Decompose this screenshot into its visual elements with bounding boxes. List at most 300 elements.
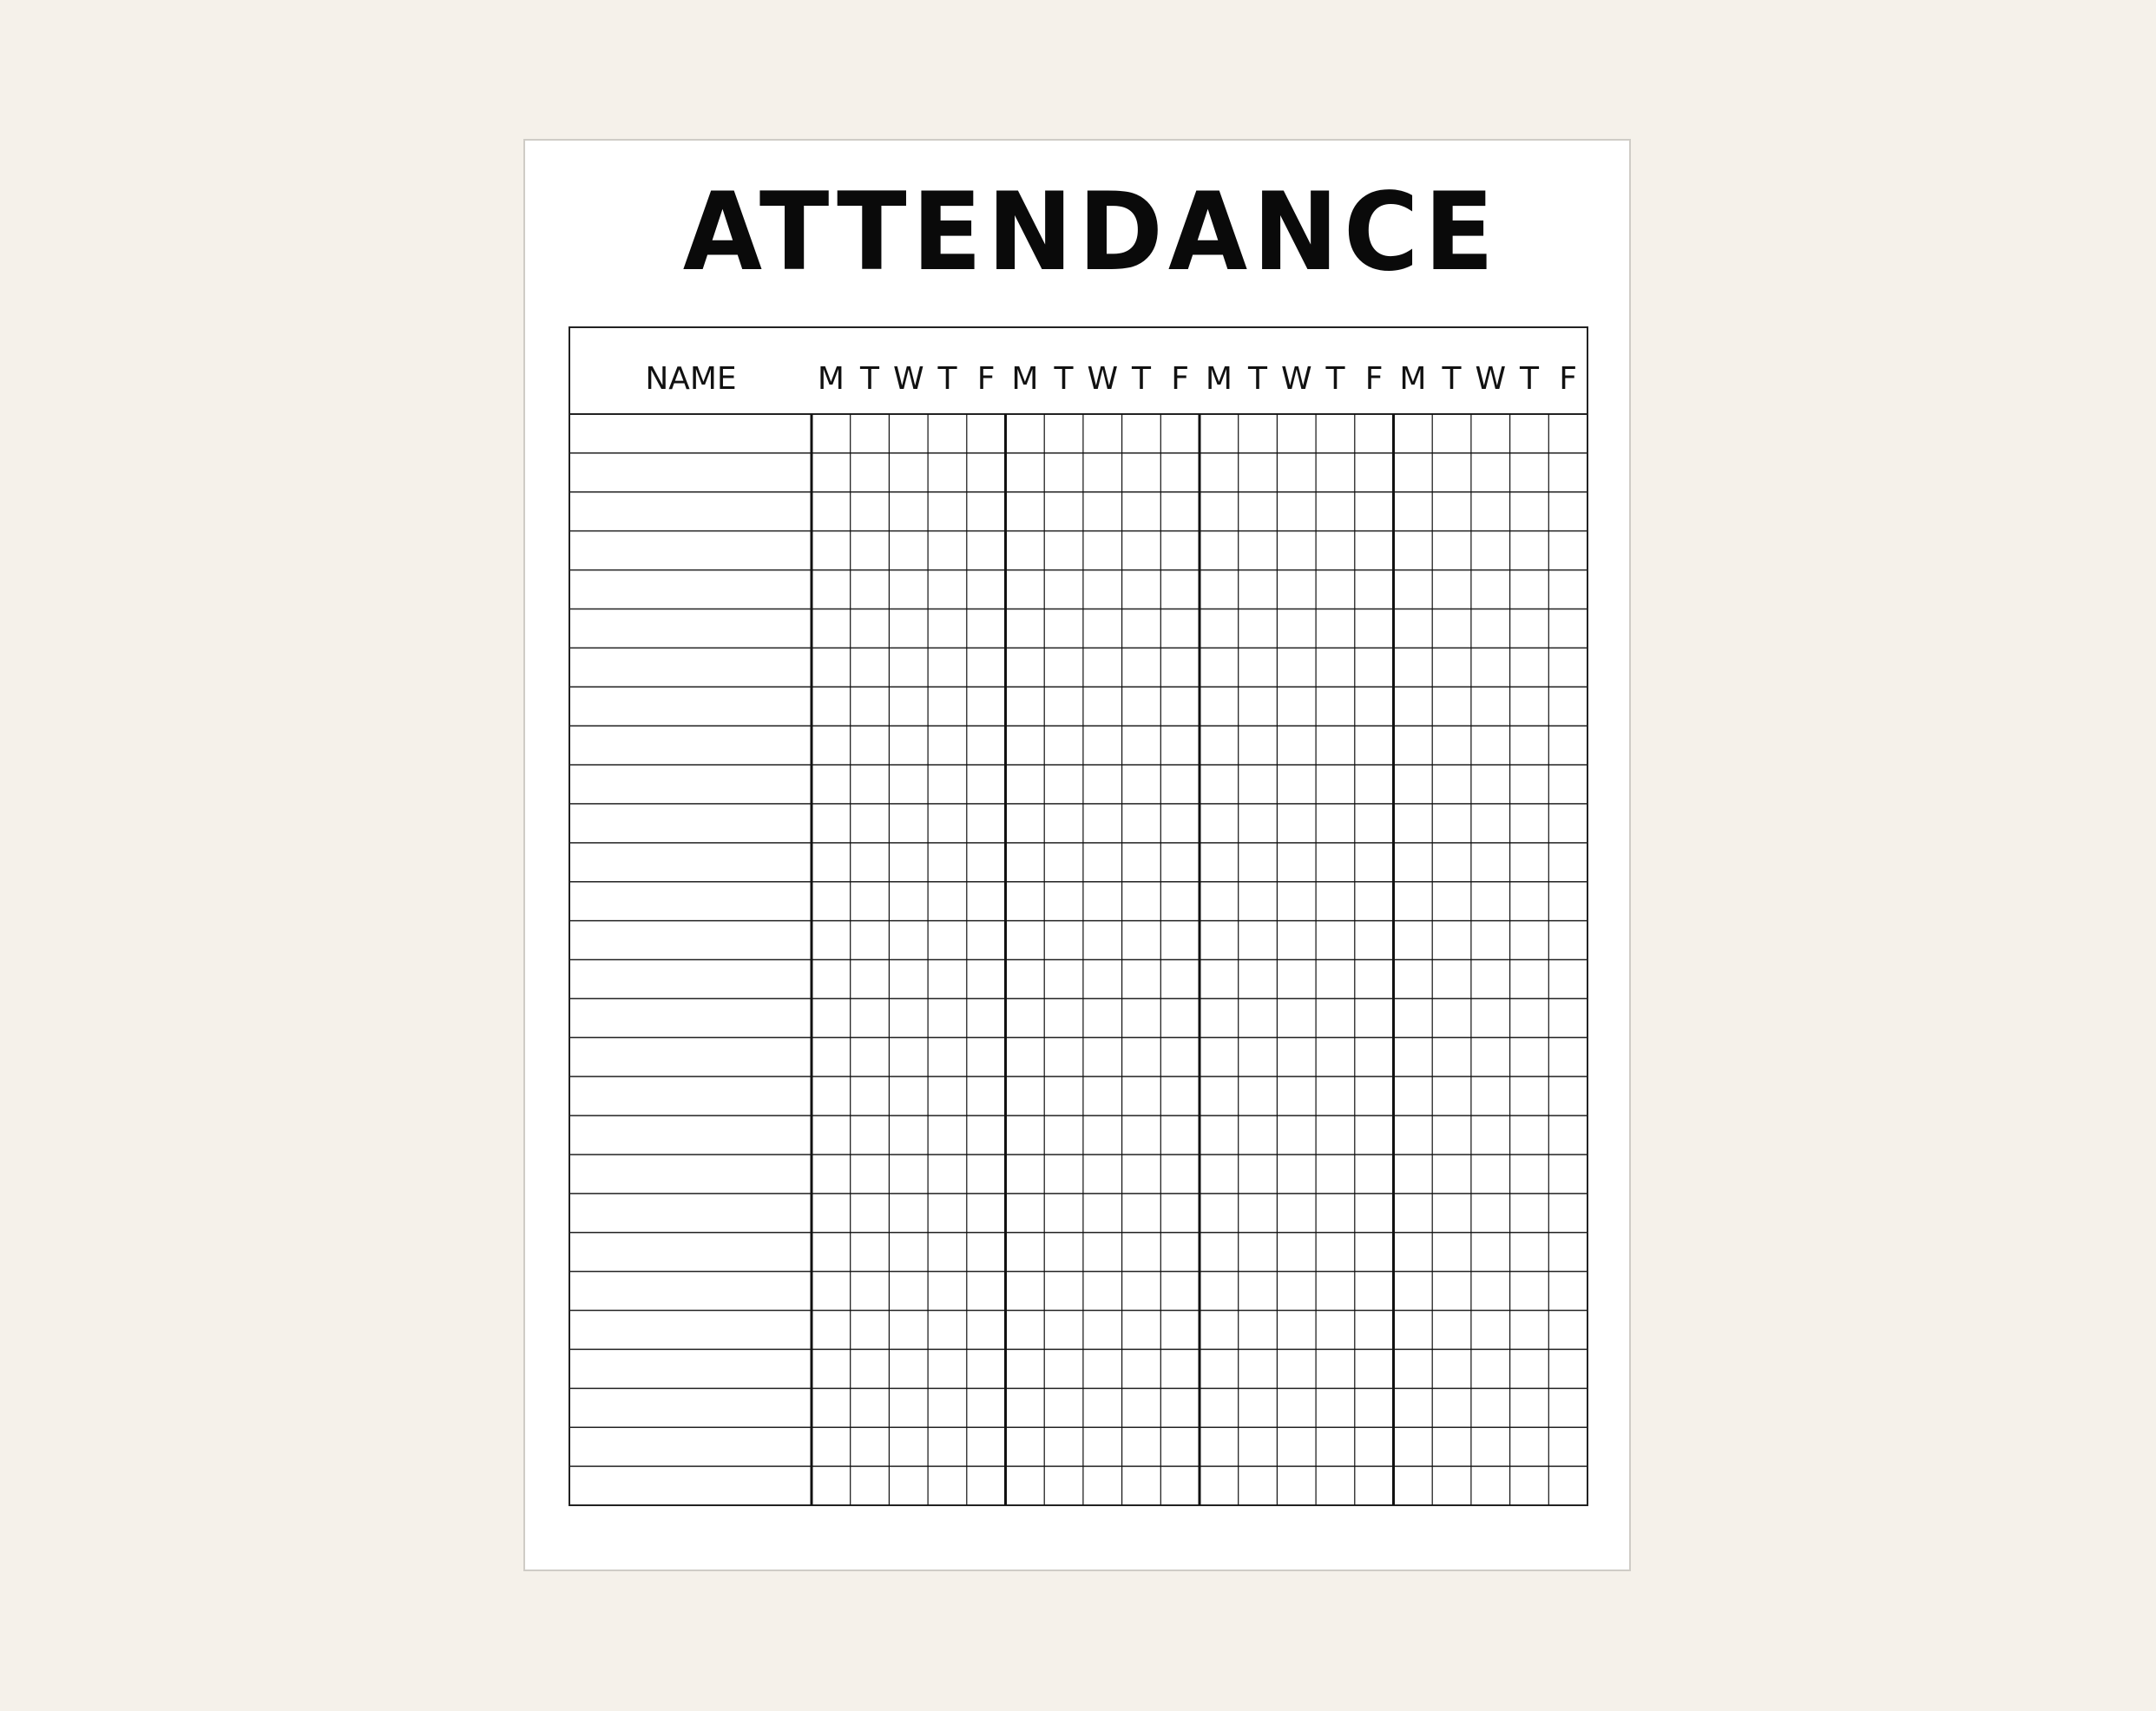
- attendance-cell[interactable]: [851, 492, 890, 531]
- attendance-cell[interactable]: [1277, 1037, 1316, 1076]
- attendance-cell[interactable]: [1277, 1427, 1316, 1466]
- attendance-cell[interactable]: [1471, 1155, 1510, 1194]
- attendance-cell[interactable]: [1355, 1076, 1394, 1115]
- attendance-cell[interactable]: [1316, 1388, 1355, 1427]
- attendance-cell[interactable]: [1548, 998, 1587, 1037]
- attendance-cell[interactable]: [1006, 1115, 1045, 1155]
- attendance-cell[interactable]: [1239, 570, 1278, 609]
- attendance-cell[interactable]: [1006, 1037, 1045, 1076]
- attendance-cell[interactable]: [967, 1233, 1006, 1272]
- attendance-cell[interactable]: [889, 960, 928, 999]
- attendance-cell[interactable]: [928, 1194, 967, 1233]
- attendance-cell[interactable]: [1239, 1427, 1278, 1466]
- attendance-cell[interactable]: [1355, 609, 1394, 648]
- attendance-cell[interactable]: [851, 531, 890, 570]
- attendance-cell[interactable]: [1083, 998, 1122, 1037]
- attendance-cell[interactable]: [1239, 1115, 1278, 1155]
- attendance-cell[interactable]: [851, 1427, 890, 1466]
- attendance-cell[interactable]: [1044, 1466, 1083, 1505]
- attendance-cell[interactable]: [1239, 1272, 1278, 1311]
- attendance-cell[interactable]: [1006, 1311, 1045, 1350]
- attendance-cell[interactable]: [967, 882, 1006, 921]
- name-cell[interactable]: [569, 1037, 812, 1076]
- attendance-cell[interactable]: [1277, 765, 1316, 804]
- attendance-cell[interactable]: [1316, 609, 1355, 648]
- attendance-cell[interactable]: [1277, 882, 1316, 921]
- name-cell[interactable]: [569, 765, 812, 804]
- attendance-cell[interactable]: [1432, 609, 1471, 648]
- attendance-cell[interactable]: [851, 998, 890, 1037]
- attendance-cell[interactable]: [851, 804, 890, 843]
- attendance-cell[interactable]: [928, 726, 967, 765]
- attendance-cell[interactable]: [1432, 414, 1471, 453]
- attendance-cell[interactable]: [1083, 1076, 1122, 1115]
- attendance-cell[interactable]: [1122, 492, 1161, 531]
- attendance-cell[interactable]: [851, 1076, 890, 1115]
- attendance-cell[interactable]: [1355, 1427, 1394, 1466]
- attendance-cell[interactable]: [1510, 453, 1549, 492]
- attendance-cell[interactable]: [812, 1427, 851, 1466]
- attendance-cell[interactable]: [1394, 687, 1433, 726]
- attendance-cell[interactable]: [1510, 687, 1549, 726]
- attendance-cell[interactable]: [1277, 998, 1316, 1037]
- attendance-cell[interactable]: [1432, 726, 1471, 765]
- attendance-cell[interactable]: [1510, 1427, 1549, 1466]
- attendance-cell[interactable]: [1394, 453, 1433, 492]
- attendance-cell[interactable]: [1548, 492, 1587, 531]
- attendance-cell[interactable]: [1432, 1233, 1471, 1272]
- attendance-cell[interactable]: [1394, 1037, 1433, 1076]
- attendance-cell[interactable]: [812, 921, 851, 960]
- attendance-cell[interactable]: [889, 804, 928, 843]
- attendance-cell[interactable]: [1122, 1076, 1161, 1115]
- attendance-cell[interactable]: [851, 609, 890, 648]
- attendance-cell[interactable]: [1432, 804, 1471, 843]
- attendance-cell[interactable]: [1006, 531, 1045, 570]
- attendance-cell[interactable]: [1277, 1311, 1316, 1350]
- attendance-cell[interactable]: [1432, 1037, 1471, 1076]
- attendance-cell[interactable]: [1006, 882, 1045, 921]
- attendance-cell[interactable]: [1548, 414, 1587, 453]
- attendance-cell[interactable]: [1471, 1233, 1510, 1272]
- attendance-cell[interactable]: [1548, 843, 1587, 882]
- attendance-cell[interactable]: [1006, 726, 1045, 765]
- attendance-cell[interactable]: [1200, 726, 1239, 765]
- name-cell[interactable]: [569, 960, 812, 999]
- attendance-cell[interactable]: [889, 765, 928, 804]
- attendance-cell[interactable]: [1277, 570, 1316, 609]
- attendance-cell[interactable]: [1510, 414, 1549, 453]
- attendance-cell[interactable]: [1510, 1272, 1549, 1311]
- attendance-cell[interactable]: [889, 921, 928, 960]
- attendance-cell[interactable]: [1355, 921, 1394, 960]
- attendance-cell[interactable]: [1006, 1194, 1045, 1233]
- attendance-cell[interactable]: [1355, 531, 1394, 570]
- attendance-cell[interactable]: [1510, 1194, 1549, 1233]
- attendance-cell[interactable]: [889, 843, 928, 882]
- attendance-cell[interactable]: [928, 1311, 967, 1350]
- attendance-cell[interactable]: [1277, 804, 1316, 843]
- attendance-cell[interactable]: [851, 1349, 890, 1388]
- attendance-cell[interactable]: [1316, 1076, 1355, 1115]
- attendance-cell[interactable]: [1044, 765, 1083, 804]
- attendance-cell[interactable]: [889, 570, 928, 609]
- attendance-cell[interactable]: [1006, 921, 1045, 960]
- attendance-cell[interactable]: [1044, 453, 1083, 492]
- attendance-cell[interactable]: [812, 1115, 851, 1155]
- attendance-cell[interactable]: [1548, 570, 1587, 609]
- attendance-cell[interactable]: [928, 648, 967, 687]
- attendance-cell[interactable]: [928, 882, 967, 921]
- attendance-cell[interactable]: [1316, 570, 1355, 609]
- attendance-cell[interactable]: [1432, 960, 1471, 999]
- attendance-cell[interactable]: [1548, 648, 1587, 687]
- attendance-cell[interactable]: [1355, 726, 1394, 765]
- attendance-cell[interactable]: [1548, 960, 1587, 999]
- attendance-cell[interactable]: [1548, 1388, 1587, 1427]
- attendance-cell[interactable]: [1200, 843, 1239, 882]
- attendance-cell[interactable]: [1277, 1076, 1316, 1115]
- attendance-cell[interactable]: [812, 1233, 851, 1272]
- name-cell[interactable]: [569, 1272, 812, 1311]
- attendance-cell[interactable]: [1239, 453, 1278, 492]
- attendance-cell[interactable]: [1316, 726, 1355, 765]
- attendance-cell[interactable]: [889, 1233, 928, 1272]
- attendance-cell[interactable]: [1471, 1427, 1510, 1466]
- attendance-cell[interactable]: [1548, 453, 1587, 492]
- attendance-cell[interactable]: [1006, 648, 1045, 687]
- attendance-cell[interactable]: [1160, 1349, 1200, 1388]
- attendance-cell[interactable]: [1200, 1194, 1239, 1233]
- attendance-cell[interactable]: [1471, 1037, 1510, 1076]
- attendance-cell[interactable]: [1394, 1311, 1433, 1350]
- attendance-cell[interactable]: [889, 1466, 928, 1505]
- attendance-cell[interactable]: [967, 921, 1006, 960]
- attendance-cell[interactable]: [1510, 843, 1549, 882]
- attendance-cell[interactable]: [1044, 414, 1083, 453]
- attendance-cell[interactable]: [889, 998, 928, 1037]
- attendance-cell[interactable]: [1160, 414, 1200, 453]
- attendance-cell[interactable]: [1394, 998, 1433, 1037]
- attendance-cell[interactable]: [1316, 1427, 1355, 1466]
- attendance-cell[interactable]: [1355, 1349, 1394, 1388]
- attendance-cell[interactable]: [928, 1349, 967, 1388]
- attendance-cell[interactable]: [1355, 804, 1394, 843]
- attendance-cell[interactable]: [1510, 531, 1549, 570]
- attendance-cell[interactable]: [1510, 765, 1549, 804]
- attendance-cell[interactable]: [889, 648, 928, 687]
- attendance-cell[interactable]: [1160, 804, 1200, 843]
- attendance-cell[interactable]: [812, 804, 851, 843]
- attendance-cell[interactable]: [1200, 414, 1239, 453]
- attendance-cell[interactable]: [1316, 1311, 1355, 1350]
- attendance-cell[interactable]: [1394, 1155, 1433, 1194]
- attendance-cell[interactable]: [1355, 1233, 1394, 1272]
- attendance-cell[interactable]: [967, 1076, 1006, 1115]
- attendance-cell[interactable]: [1394, 492, 1433, 531]
- attendance-cell[interactable]: [1122, 687, 1161, 726]
- name-cell[interactable]: [569, 1155, 812, 1194]
- attendance-cell[interactable]: [851, 1466, 890, 1505]
- attendance-cell[interactable]: [1277, 648, 1316, 687]
- attendance-cell[interactable]: [1160, 921, 1200, 960]
- attendance-cell[interactable]: [812, 414, 851, 453]
- attendance-cell[interactable]: [812, 1466, 851, 1505]
- attendance-cell[interactable]: [1432, 492, 1471, 531]
- attendance-cell[interactable]: [1277, 609, 1316, 648]
- attendance-cell[interactable]: [1355, 687, 1394, 726]
- attendance-cell[interactable]: [1394, 648, 1433, 687]
- attendance-cell[interactable]: [1122, 1349, 1161, 1388]
- attendance-cell[interactable]: [1044, 726, 1083, 765]
- attendance-cell[interactable]: [1006, 1349, 1045, 1388]
- attendance-cell[interactable]: [1044, 998, 1083, 1037]
- attendance-cell[interactable]: [928, 1388, 967, 1427]
- attendance-cell[interactable]: [967, 414, 1006, 453]
- attendance-cell[interactable]: [1471, 1466, 1510, 1505]
- attendance-cell[interactable]: [1432, 921, 1471, 960]
- attendance-cell[interactable]: [851, 1388, 890, 1427]
- attendance-cell[interactable]: [1432, 687, 1471, 726]
- attendance-cell[interactable]: [1471, 726, 1510, 765]
- attendance-cell[interactable]: [889, 726, 928, 765]
- attendance-cell[interactable]: [1200, 1272, 1239, 1311]
- attendance-cell[interactable]: [851, 1311, 890, 1350]
- attendance-cell[interactable]: [1083, 882, 1122, 921]
- attendance-cell[interactable]: [812, 609, 851, 648]
- attendance-cell[interactable]: [1548, 1194, 1587, 1233]
- attendance-cell[interactable]: [1316, 1272, 1355, 1311]
- attendance-cell[interactable]: [967, 687, 1006, 726]
- attendance-cell[interactable]: [1239, 921, 1278, 960]
- attendance-cell[interactable]: [1548, 726, 1587, 765]
- attendance-cell[interactable]: [967, 1466, 1006, 1505]
- attendance-cell[interactable]: [1548, 1076, 1587, 1115]
- attendance-cell[interactable]: [1122, 1388, 1161, 1427]
- attendance-cell[interactable]: [1394, 726, 1433, 765]
- attendance-cell[interactable]: [928, 570, 967, 609]
- attendance-cell[interactable]: [1548, 921, 1587, 960]
- attendance-cell[interactable]: [1277, 960, 1316, 999]
- attendance-cell[interactable]: [928, 492, 967, 531]
- attendance-cell[interactable]: [1548, 1233, 1587, 1272]
- attendance-cell[interactable]: [812, 765, 851, 804]
- attendance-cell[interactable]: [1510, 960, 1549, 999]
- attendance-cell[interactable]: [1355, 492, 1394, 531]
- attendance-cell[interactable]: [1044, 1272, 1083, 1311]
- attendance-cell[interactable]: [1006, 687, 1045, 726]
- attendance-cell[interactable]: [1277, 843, 1316, 882]
- name-cell[interactable]: [569, 1466, 812, 1505]
- attendance-cell[interactable]: [1316, 687, 1355, 726]
- attendance-cell[interactable]: [967, 1272, 1006, 1311]
- attendance-cell[interactable]: [812, 492, 851, 531]
- name-cell[interactable]: [569, 1427, 812, 1466]
- attendance-cell[interactable]: [1239, 609, 1278, 648]
- attendance-cell[interactable]: [1122, 960, 1161, 999]
- attendance-cell[interactable]: [1239, 1311, 1278, 1350]
- attendance-cell[interactable]: [1432, 1466, 1471, 1505]
- attendance-cell[interactable]: [1394, 1388, 1433, 1427]
- attendance-cell[interactable]: [928, 1427, 967, 1466]
- attendance-cell[interactable]: [1239, 1349, 1278, 1388]
- attendance-cell[interactable]: [1160, 1155, 1200, 1194]
- attendance-cell[interactable]: [1548, 687, 1587, 726]
- attendance-cell[interactable]: [928, 804, 967, 843]
- attendance-cell[interactable]: [1083, 1272, 1122, 1311]
- attendance-cell[interactable]: [967, 998, 1006, 1037]
- attendance-cell[interactable]: [851, 882, 890, 921]
- attendance-cell[interactable]: [1239, 765, 1278, 804]
- attendance-cell[interactable]: [1277, 414, 1316, 453]
- attendance-cell[interactable]: [1277, 921, 1316, 960]
- attendance-cell[interactable]: [1200, 1427, 1239, 1466]
- attendance-cell[interactable]: [1200, 609, 1239, 648]
- attendance-cell[interactable]: [1200, 921, 1239, 960]
- attendance-cell[interactable]: [928, 453, 967, 492]
- attendance-cell[interactable]: [1239, 1388, 1278, 1427]
- attendance-cell[interactable]: [1510, 1155, 1549, 1194]
- attendance-cell[interactable]: [928, 765, 967, 804]
- attendance-cell[interactable]: [1083, 960, 1122, 999]
- attendance-cell[interactable]: [1044, 570, 1083, 609]
- attendance-cell[interactable]: [1432, 1115, 1471, 1155]
- attendance-cell[interactable]: [1122, 1233, 1161, 1272]
- attendance-cell[interactable]: [1044, 960, 1083, 999]
- attendance-cell[interactable]: [967, 843, 1006, 882]
- attendance-cell[interactable]: [1316, 414, 1355, 453]
- attendance-cell[interactable]: [851, 687, 890, 726]
- attendance-cell[interactable]: [1122, 998, 1161, 1037]
- attendance-cell[interactable]: [1006, 960, 1045, 999]
- attendance-cell[interactable]: [1471, 960, 1510, 999]
- attendance-cell[interactable]: [1122, 1037, 1161, 1076]
- attendance-cell[interactable]: [812, 998, 851, 1037]
- attendance-cell[interactable]: [889, 531, 928, 570]
- attendance-cell[interactable]: [812, 882, 851, 921]
- attendance-cell[interactable]: [1316, 531, 1355, 570]
- attendance-cell[interactable]: [1471, 998, 1510, 1037]
- attendance-cell[interactable]: [1006, 1427, 1045, 1466]
- name-cell[interactable]: [569, 998, 812, 1037]
- attendance-cell[interactable]: [1083, 531, 1122, 570]
- attendance-cell[interactable]: [1277, 687, 1316, 726]
- attendance-cell[interactable]: [967, 609, 1006, 648]
- attendance-cell[interactable]: [1394, 1194, 1433, 1233]
- attendance-cell[interactable]: [1160, 1037, 1200, 1076]
- attendance-cell[interactable]: [1471, 804, 1510, 843]
- attendance-cell[interactable]: [1122, 531, 1161, 570]
- attendance-cell[interactable]: [1160, 843, 1200, 882]
- attendance-cell[interactable]: [1122, 1427, 1161, 1466]
- attendance-cell[interactable]: [1044, 1427, 1083, 1466]
- attendance-cell[interactable]: [1044, 1349, 1083, 1388]
- attendance-cell[interactable]: [1432, 453, 1471, 492]
- attendance-cell[interactable]: [967, 1311, 1006, 1350]
- attendance-cell[interactable]: [1394, 414, 1433, 453]
- attendance-cell[interactable]: [1394, 1115, 1433, 1155]
- attendance-cell[interactable]: [889, 492, 928, 531]
- attendance-cell[interactable]: [1316, 648, 1355, 687]
- attendance-cell[interactable]: [889, 1115, 928, 1155]
- attendance-cell[interactable]: [1432, 1194, 1471, 1233]
- attendance-cell[interactable]: [889, 453, 928, 492]
- attendance-cell[interactable]: [1160, 998, 1200, 1037]
- attendance-cell[interactable]: [1083, 1115, 1122, 1155]
- attendance-cell[interactable]: [1200, 1233, 1239, 1272]
- attendance-cell[interactable]: [1355, 1272, 1394, 1311]
- attendance-cell[interactable]: [1548, 1349, 1587, 1388]
- attendance-cell[interactable]: [1432, 882, 1471, 921]
- attendance-cell[interactable]: [1471, 1272, 1510, 1311]
- name-cell[interactable]: [569, 1076, 812, 1115]
- attendance-cell[interactable]: [1006, 570, 1045, 609]
- attendance-cell[interactable]: [1200, 531, 1239, 570]
- attendance-cell[interactable]: [1006, 414, 1045, 453]
- attendance-cell[interactable]: [1239, 492, 1278, 531]
- attendance-cell[interactable]: [1083, 921, 1122, 960]
- attendance-cell[interactable]: [1510, 570, 1549, 609]
- attendance-cell[interactable]: [1394, 1272, 1433, 1311]
- attendance-cell[interactable]: [1355, 843, 1394, 882]
- attendance-cell[interactable]: [812, 1076, 851, 1115]
- name-cell[interactable]: [569, 804, 812, 843]
- attendance-cell[interactable]: [1510, 804, 1549, 843]
- attendance-cell[interactable]: [851, 1194, 890, 1233]
- attendance-cell[interactable]: [967, 765, 1006, 804]
- attendance-cell[interactable]: [1006, 1233, 1045, 1272]
- attendance-cell[interactable]: [1394, 1427, 1433, 1466]
- attendance-cell[interactable]: [1006, 804, 1045, 843]
- attendance-cell[interactable]: [1355, 882, 1394, 921]
- attendance-cell[interactable]: [851, 648, 890, 687]
- attendance-cell[interactable]: [1083, 1311, 1122, 1350]
- name-cell[interactable]: [569, 492, 812, 531]
- attendance-cell[interactable]: [1548, 1037, 1587, 1076]
- attendance-cell[interactable]: [1394, 765, 1433, 804]
- attendance-cell[interactable]: [1239, 998, 1278, 1037]
- name-cell[interactable]: [569, 1349, 812, 1388]
- attendance-cell[interactable]: [1471, 1076, 1510, 1115]
- attendance-cell[interactable]: [1548, 531, 1587, 570]
- attendance-cell[interactable]: [1122, 1115, 1161, 1155]
- attendance-cell[interactable]: [1432, 648, 1471, 687]
- attendance-cell[interactable]: [1122, 804, 1161, 843]
- attendance-cell[interactable]: [1083, 726, 1122, 765]
- attendance-cell[interactable]: [1239, 1037, 1278, 1076]
- attendance-cell[interactable]: [812, 1037, 851, 1076]
- attendance-cell[interactable]: [1510, 1388, 1549, 1427]
- attendance-cell[interactable]: [812, 1272, 851, 1311]
- attendance-cell[interactable]: [851, 1115, 890, 1155]
- name-cell[interactable]: [569, 609, 812, 648]
- attendance-cell[interactable]: [1316, 1233, 1355, 1272]
- attendance-cell[interactable]: [1316, 1349, 1355, 1388]
- attendance-cell[interactable]: [1200, 1076, 1239, 1115]
- attendance-cell[interactable]: [928, 998, 967, 1037]
- attendance-cell[interactable]: [889, 1427, 928, 1466]
- attendance-cell[interactable]: [1006, 765, 1045, 804]
- attendance-cell[interactable]: [812, 1388, 851, 1427]
- attendance-cell[interactable]: [1471, 921, 1510, 960]
- attendance-cell[interactable]: [1239, 843, 1278, 882]
- attendance-cell[interactable]: [1510, 998, 1549, 1037]
- attendance-cell[interactable]: [1394, 1076, 1433, 1115]
- attendance-cell[interactable]: [967, 453, 1006, 492]
- attendance-cell[interactable]: [889, 687, 928, 726]
- attendance-cell[interactable]: [1160, 492, 1200, 531]
- attendance-cell[interactable]: [1471, 609, 1510, 648]
